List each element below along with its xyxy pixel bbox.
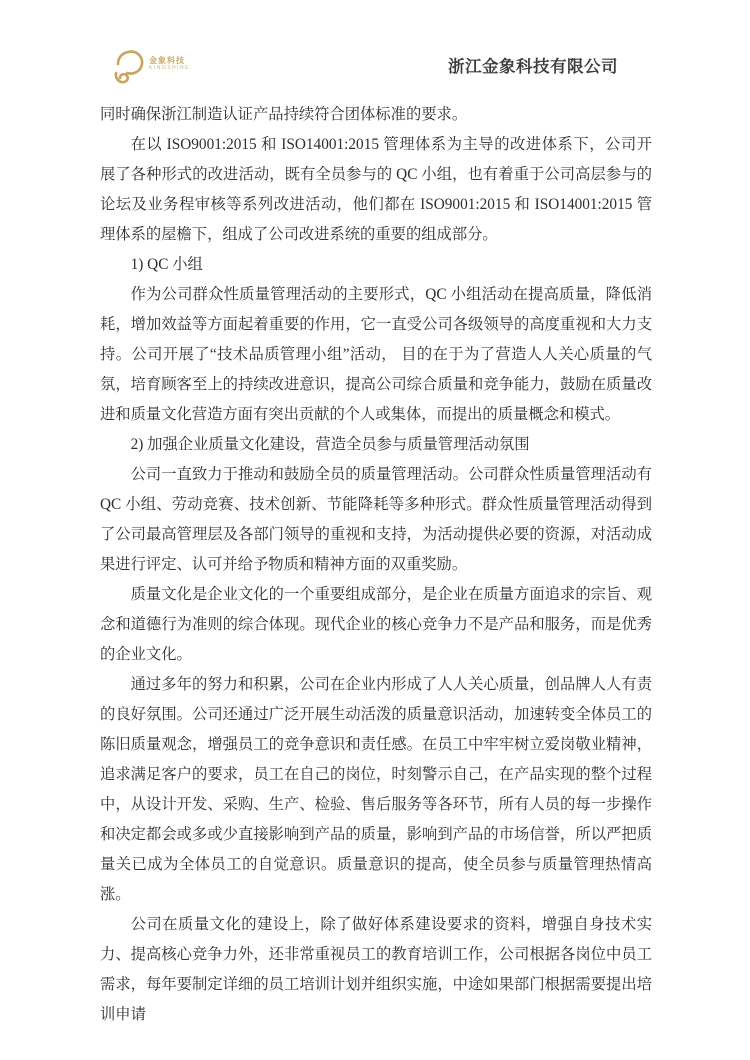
company-logo [110, 46, 190, 88]
paragraph: 同时确保浙江制造认证产品持续符合团体标准的要求。 [100, 106, 468, 123]
logo-name-cn: 金象科技 [149, 56, 185, 65]
elephant-logo-icon [110, 46, 146, 88]
company-name-title: 浙江金象科技有限公司 [448, 57, 618, 76]
page-header [110, 46, 618, 88]
paragraph: 1) QC 小组 [130, 256, 203, 273]
paragraph: 作为公司群众性质量管理活动的主要形式，QC 小组活动在提高质量，降低消耗，增加效益等方面起着重要的作用，它一直受公司各级领导的高度重视和大力支持。公司开展了“技术品质管理小组”活动， 目的在于为了营造人人关心质量的气氛，培育顾客至上的持续改进意识，提高公司综合质量和竞争能力，鼓励在质量改进和质量文化营造方面有突出贡献的个人或集体，而提出的质量概念和模式。 [100, 286, 652, 423]
paragraph: 通过多年的努力和积累，公司在企业内形成了人人关心质量，创品牌人人有责的良好氛围。公司还通过广泛开展生动活泼的质量意识活动，加速转变全体员工的陈旧质量观念，增强员工的竞争意识和责任感。在员工中牢牢树立爱岗敬业精神，追求满足客户的要求，员工在自己的岗位，时刻警示自己，在产品实现的整个过程中，从设计开发、采购、生产、检验、售后服务等各环节，所有人员的每一步操作和决定都会或多或少直接影响到产品的质量，影响到产品的市场信誉，所以严把质量关已成为全体员工的自觉意识。质量意识的提高，使全员参与质量管理热情高涨。 [100, 676, 652, 903]
paragraph: 质量文化是企业文化的一个重要组成部分，是企业在质量方面追求的宗旨、观念和道德行为准则的综合体现。现代企业的核心竞争力不是产品和服务，而是优秀的企业文化。 [100, 586, 652, 663]
document-body [100, 100, 652, 1030]
paragraph: 在以 ISO9001:2015 和 ISO14001:2015 管理体系为主导的改进体系下，公司开展了各种形式的改进活动，既有全员参与的 QC 小组，也有着重于公司高层参与的论坛及业务程审核等系列改进活动，他们都在 ISO9001:2015 和 ISO14001:2015 管理体系的屋檐下，组成了公司改进系统的重要的组成部分。 [100, 136, 652, 243]
logo-name-en: KINGSHINE [149, 65, 191, 71]
paragraph: 2) 加强企业质量文化建设，营造全员参与质量管理活动氛围 [130, 436, 530, 453]
paragraph: 公司在质量文化的建设上，除了做好体系建设要求的资料，增强自身技术实力、提高核心竞争力外，还非常重视员工的教育培训工作，公司根据各岗位中员工需求，每年要制定详细的员工培训计划并组织实施，中途如果部门根据需要提出培训申请 [100, 916, 652, 1023]
paragraph: 公司一直致力于推动和鼓励全员的质量管理活动。公司群众性质量管理活动有 QC 小组、劳动竞赛、技术创新、节能降耗等多种形式。群众性质量管理活动得到了公司最高管理层及各部门领导的重视和支持，为活动提供必要的资源，对活动成果进行评定、认可并给予物质和精神方面的双重奖励。 [100, 466, 652, 573]
logo-wordmark [149, 56, 190, 72]
